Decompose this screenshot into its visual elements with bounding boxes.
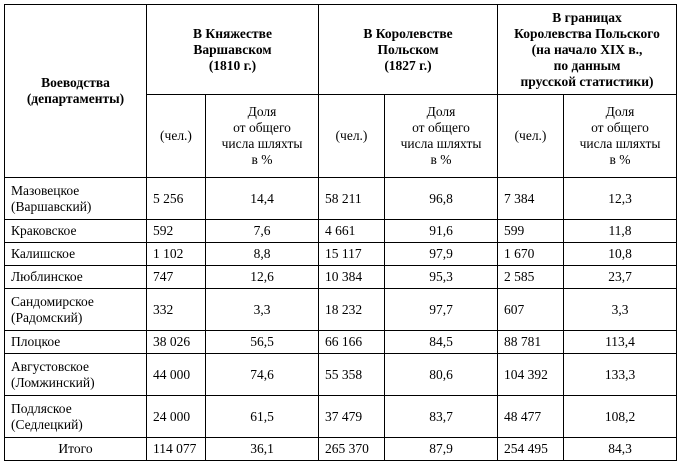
cell-share-1827: 83,7 bbox=[385, 396, 498, 438]
header-share: Доля от общего числа шляхты в % bbox=[206, 95, 319, 178]
region-name: Августовское (Ломжинский) bbox=[5, 354, 147, 396]
cell-count-prussian: 7 384 bbox=[498, 178, 564, 220]
cell-share-prussian: 3,3 bbox=[564, 289, 677, 331]
total-count-prussian: 254 495 bbox=[498, 438, 564, 461]
cell-share-prussian: 11,8 bbox=[564, 220, 677, 243]
total-count-1810: 114 077 bbox=[147, 438, 206, 461]
header-count: (чел.) bbox=[498, 95, 564, 178]
table-row-total bbox=[5, 438, 677, 461]
cell-share-prussian: 12,3 bbox=[564, 178, 677, 220]
cell-share-1827: 96,8 bbox=[385, 178, 498, 220]
cell-share-1810: 56,5 bbox=[206, 331, 319, 354]
header-share: Доля от общего числа шляхты в % bbox=[564, 95, 677, 178]
table-row bbox=[5, 220, 677, 243]
table-container bbox=[4, 4, 677, 461]
region-name: Плоцкое bbox=[5, 331, 147, 354]
table-row bbox=[5, 289, 677, 331]
table-row bbox=[5, 396, 677, 438]
cell-count-1827: 55 358 bbox=[319, 354, 385, 396]
cell-count-prussian: 607 bbox=[498, 289, 564, 331]
cell-count-1810: 5 256 bbox=[147, 178, 206, 220]
cell-count-prussian: 88 781 bbox=[498, 331, 564, 354]
cell-count-prussian: 599 bbox=[498, 220, 564, 243]
cell-share-prussian: 10,8 bbox=[564, 243, 677, 266]
cell-count-1827: 10 384 bbox=[319, 266, 385, 289]
cell-share-1827: 80,6 bbox=[385, 354, 498, 396]
cell-share-prussian: 113,4 bbox=[564, 331, 677, 354]
table-row bbox=[5, 354, 677, 396]
region-name: Люблинское bbox=[5, 266, 147, 289]
cell-share-1810: 7,6 bbox=[206, 220, 319, 243]
cell-count-prussian: 48 477 bbox=[498, 396, 564, 438]
header-group-prussian-label: В границах Королевства Польского (на начало XIX в., по данным прусской статистики) bbox=[514, 9, 660, 89]
table-row bbox=[5, 266, 677, 289]
cell-count-prussian: 104 392 bbox=[498, 354, 564, 396]
header-group-duchy bbox=[147, 5, 319, 95]
cell-share-1827: 97,7 bbox=[385, 289, 498, 331]
header-group-duchy-label: В Княжестве Варшавском (1810 г.) bbox=[193, 25, 272, 73]
cell-count-1810: 592 bbox=[147, 220, 206, 243]
region-name: Сандомирское (Радомский) bbox=[5, 289, 147, 331]
cell-share-1827: 95,3 bbox=[385, 266, 498, 289]
header-group-kingdom bbox=[319, 5, 498, 95]
cell-share-1827: 91,6 bbox=[385, 220, 498, 243]
nobility-statistics-table bbox=[4, 4, 677, 461]
cell-share-1810: 61,5 bbox=[206, 396, 319, 438]
cell-count-1810: 44 000 bbox=[147, 354, 206, 396]
total-share-prussian: 84,3 bbox=[564, 438, 677, 461]
header-row-groups bbox=[5, 5, 677, 95]
cell-share-prussian: 108,2 bbox=[564, 396, 677, 438]
cell-share-1810: 3,3 bbox=[206, 289, 319, 331]
total-count-1827: 265 370 bbox=[319, 438, 385, 461]
table-row bbox=[5, 243, 677, 266]
total-share-1810: 36,1 bbox=[206, 438, 319, 461]
cell-count-1810: 1 102 bbox=[147, 243, 206, 266]
total-label: Итого bbox=[5, 438, 147, 461]
cell-share-1827: 97,9 bbox=[385, 243, 498, 266]
cell-count-1827: 15 117 bbox=[319, 243, 385, 266]
cell-share-1827: 84,5 bbox=[385, 331, 498, 354]
cell-share-prussian: 133,3 bbox=[564, 354, 677, 396]
cell-count-prussian: 1 670 bbox=[498, 243, 564, 266]
header-group-prussian bbox=[498, 5, 677, 95]
region-name: Мазовецкое (Варшавский) bbox=[5, 178, 147, 220]
cell-share-prussian: 23,7 bbox=[564, 266, 677, 289]
table-row bbox=[5, 331, 677, 354]
cell-share-1810: 74,6 bbox=[206, 354, 319, 396]
header-group-kingdom-label: В Королевстве Польском (1827 г.) bbox=[363, 25, 453, 73]
header-region-label: Воеводства (департаменты) bbox=[26, 75, 125, 106]
cell-count-1810: 332 bbox=[147, 289, 206, 331]
cell-count-1810: 38 026 bbox=[147, 331, 206, 354]
total-share-1827: 87,9 bbox=[385, 438, 498, 461]
cell-count-1827: 66 166 bbox=[319, 331, 385, 354]
cell-count-prussian: 2 585 bbox=[498, 266, 564, 289]
table-row bbox=[5, 178, 677, 220]
cell-share-1810: 8,8 bbox=[206, 243, 319, 266]
header-count: (чел.) bbox=[319, 95, 385, 178]
cell-count-1827: 4 661 bbox=[319, 220, 385, 243]
region-name: Краковское bbox=[5, 220, 147, 243]
region-name: Подляское (Седлецкий) bbox=[5, 396, 147, 438]
header-share: Доля от общего числа шляхты в % bbox=[385, 95, 498, 178]
header-count: (чел.) bbox=[147, 95, 206, 178]
cell-share-1810: 14,4 bbox=[206, 178, 319, 220]
region-name: Калишское bbox=[5, 243, 147, 266]
cell-count-1810: 24 000 bbox=[147, 396, 206, 438]
cell-count-1827: 37 479 bbox=[319, 396, 385, 438]
cell-count-1827: 58 211 bbox=[319, 178, 385, 220]
cell-count-1827: 18 232 bbox=[319, 289, 385, 331]
cell-share-1810: 12,6 bbox=[206, 266, 319, 289]
header-region bbox=[5, 5, 147, 178]
cell-count-1810: 747 bbox=[147, 266, 206, 289]
